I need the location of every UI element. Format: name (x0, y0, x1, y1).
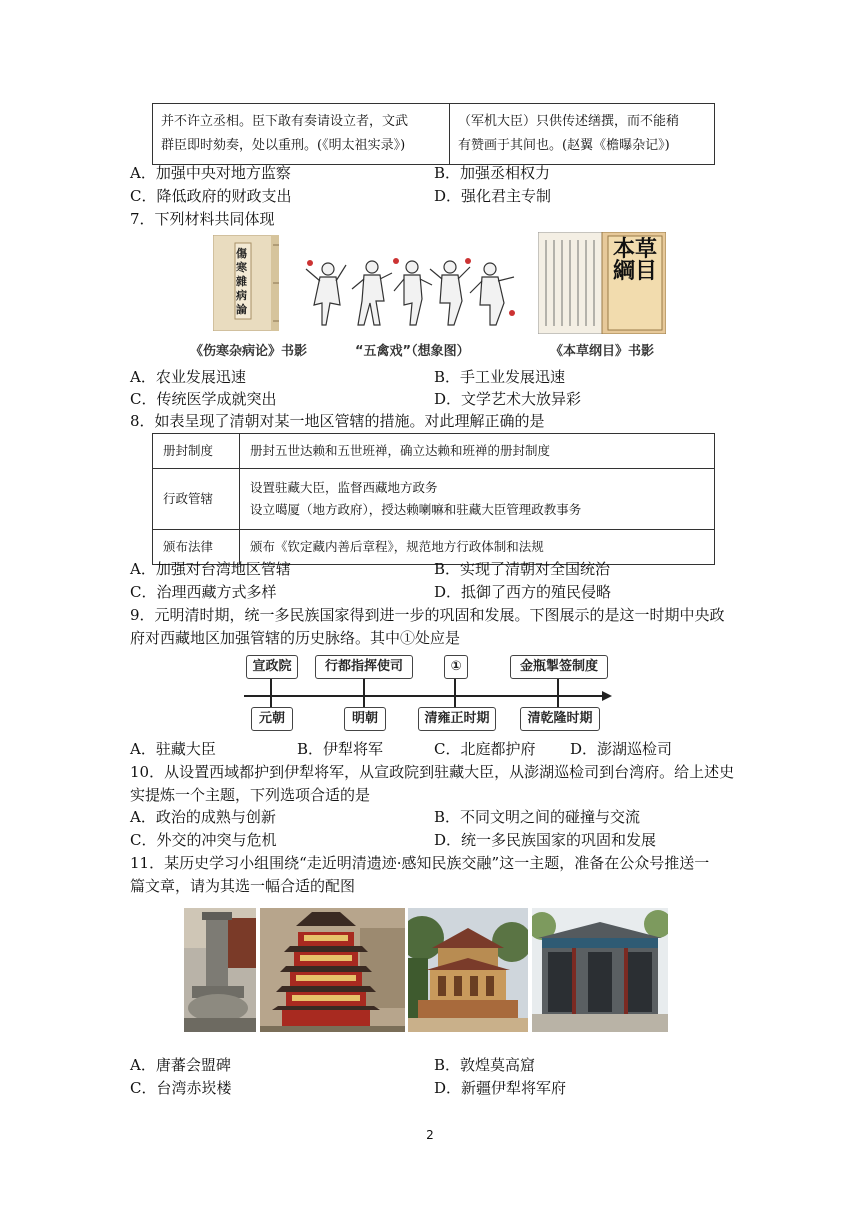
q10-option-d[interactable]: D．统一多民族国家的巩固和发展 (434, 831, 657, 849)
q8-row-content: 册封五世达赖和五世班禅，确立达赖和班禅的册封制度 (240, 434, 715, 469)
q11-stem-line2: 篇文章，请为其选一幅合适的配图 (130, 877, 356, 895)
timeline-box-jinping: 金瓶掣签制度 (510, 655, 608, 679)
q9-stem-line1: 9．元明清时期，统一多民族国家得到进一步的巩固和发展。下图展示的是这一时期中央政 (130, 606, 725, 624)
caption-wuqinxi: “五禽戏”（想象图） (355, 344, 470, 359)
q9-stem-line2: 府对西藏地区加强管辖的历史脉络。其中①处应是 (130, 629, 461, 647)
q9-option-c[interactable]: C．北庭都护府 (434, 740, 536, 758)
q6-quote-right: （军机大臣）只供传述缮撰，而不能稍 有赞画于其间也。(赵翼《檐曝杂记》) (450, 104, 715, 165)
q8-row-label: 行政管辖 (153, 469, 240, 530)
q9-option-b[interactable]: B．伊犁将军 (297, 740, 384, 758)
q6-quote-table (152, 103, 715, 165)
timeline-box-yongzheng: 清雍正时期 (418, 707, 496, 731)
photo-ili-general-mansion (532, 908, 668, 1032)
page-number: 2 (426, 1128, 434, 1142)
q10-stem-line2: 实提炼一个主题，下列选项合适的是 (130, 786, 371, 804)
q8-row-label: 颁布法律 (153, 530, 240, 565)
q6-option-b[interactable]: B．加强丞相权力 (434, 164, 551, 182)
timeline-box-qianlong: 清乾隆时期 (520, 707, 600, 731)
q8-row-content: 颁布《钦定藏内善后章程》，规范地方行政体制和法规 (240, 530, 715, 565)
q11-option-c[interactable]: C．台湾赤崁楼 (130, 1079, 232, 1097)
q11-option-b[interactable]: B．敦煌莫高窟 (434, 1056, 536, 1074)
q6-option-c[interactable]: C．降低政府的财政支出 (130, 187, 292, 205)
photo-tang-tibet-stele (184, 908, 256, 1032)
q10-option-b[interactable]: B．不同文明之间的碰撞与交流 (434, 808, 641, 826)
q8-option-d[interactable]: D．抵御了西方的殖民侵略 (434, 583, 612, 601)
q11-option-d[interactable]: D．新疆伊犁将军府 (434, 1079, 567, 1097)
q8-option-a[interactable]: A．加强对台湾地区管辖 (130, 560, 291, 578)
table-row (153, 469, 715, 530)
q6-option-d[interactable]: D．强化君主专制 (434, 187, 552, 205)
q6-quote-left: 并不许立丞相。臣下敢有奏请设立者，文武 群臣即时劾奏，处以重刑。(《明太祖实录》) (153, 104, 450, 165)
q8-row-content: 设置驻藏大臣，监督西藏地方政务 设立噶厦（地方政府），授达赖喇嘛和驻藏大臣管理政教事务 (240, 469, 715, 530)
q7-option-d[interactable]: D．文学艺术大放异彩 (434, 390, 582, 408)
q9-timeline (240, 652, 620, 732)
table-row (153, 434, 715, 469)
q11-stem-line1: 11．某历史学习小组围绕“走近明清遗迹·感知民族交融”这一主题，准备在公众号推送一 (130, 854, 710, 872)
photo-chikan-tower (408, 908, 528, 1032)
timeline-box-xingdu: 行都指挥使司 (315, 655, 413, 679)
q7-option-a[interactable]: A．农业发展迅速 (130, 368, 246, 386)
q7-option-b[interactable]: B．手工业发展迅速 (434, 368, 566, 386)
bencao-book-title: 本草綱目 (612, 236, 657, 284)
q10-stem-line1: 10．从设置西域都护到伊犁将军，从宣政院到驻藏大臣，从澎湖巡检司到台湾府。给上述史 (130, 763, 735, 781)
q10-option-c[interactable]: C．外交的冲突与危机 (130, 831, 277, 849)
q8-option-c[interactable]: C．治理西藏方式多样 (130, 583, 277, 601)
caption-shanghan: 《伤寒杂病论》书影 (190, 344, 308, 359)
q8-stem: 8．如表呈现了清朝对某一地区管辖的措施。对此理解正确的是 (130, 412, 545, 430)
wuqinxi-image (300, 255, 522, 330)
timeline-box-ming: 明朝 (344, 707, 386, 731)
q8-option-b[interactable]: B．实现了清朝对全国统治 (434, 560, 611, 578)
q9-option-a[interactable]: A．驻藏大臣 (130, 740, 216, 758)
q6-option-a[interactable]: A．加强中央对地方监察 (130, 164, 291, 182)
q8-row-label: 册封制度 (153, 434, 240, 469)
photo-mogao-caves (260, 908, 405, 1032)
timeline-box-yuan: 元朝 (251, 707, 293, 731)
caption-bencao: 《本草纲目》书影 (550, 344, 655, 359)
q7-option-c[interactable]: C．传统医学成就突出 (130, 390, 277, 408)
q10-option-a[interactable]: A．政治的成熟与创新 (130, 808, 276, 826)
timeline-box-blank: ① (444, 655, 468, 679)
bencao-book-image (538, 232, 666, 334)
q9-option-d[interactable]: D．澎湖巡检司 (570, 740, 673, 758)
timeline-box-xuanzhengyuan: 宣政院 (246, 655, 298, 679)
q11-option-a[interactable]: A．唐蕃会盟碑 (130, 1056, 231, 1074)
shanghan-book-title: 傷寒雜病論 (236, 247, 247, 316)
shanghan-book-image (213, 235, 279, 331)
q8-measures-table (152, 433, 715, 565)
q7-stem: 7．下列材料共同体现 (130, 210, 275, 228)
